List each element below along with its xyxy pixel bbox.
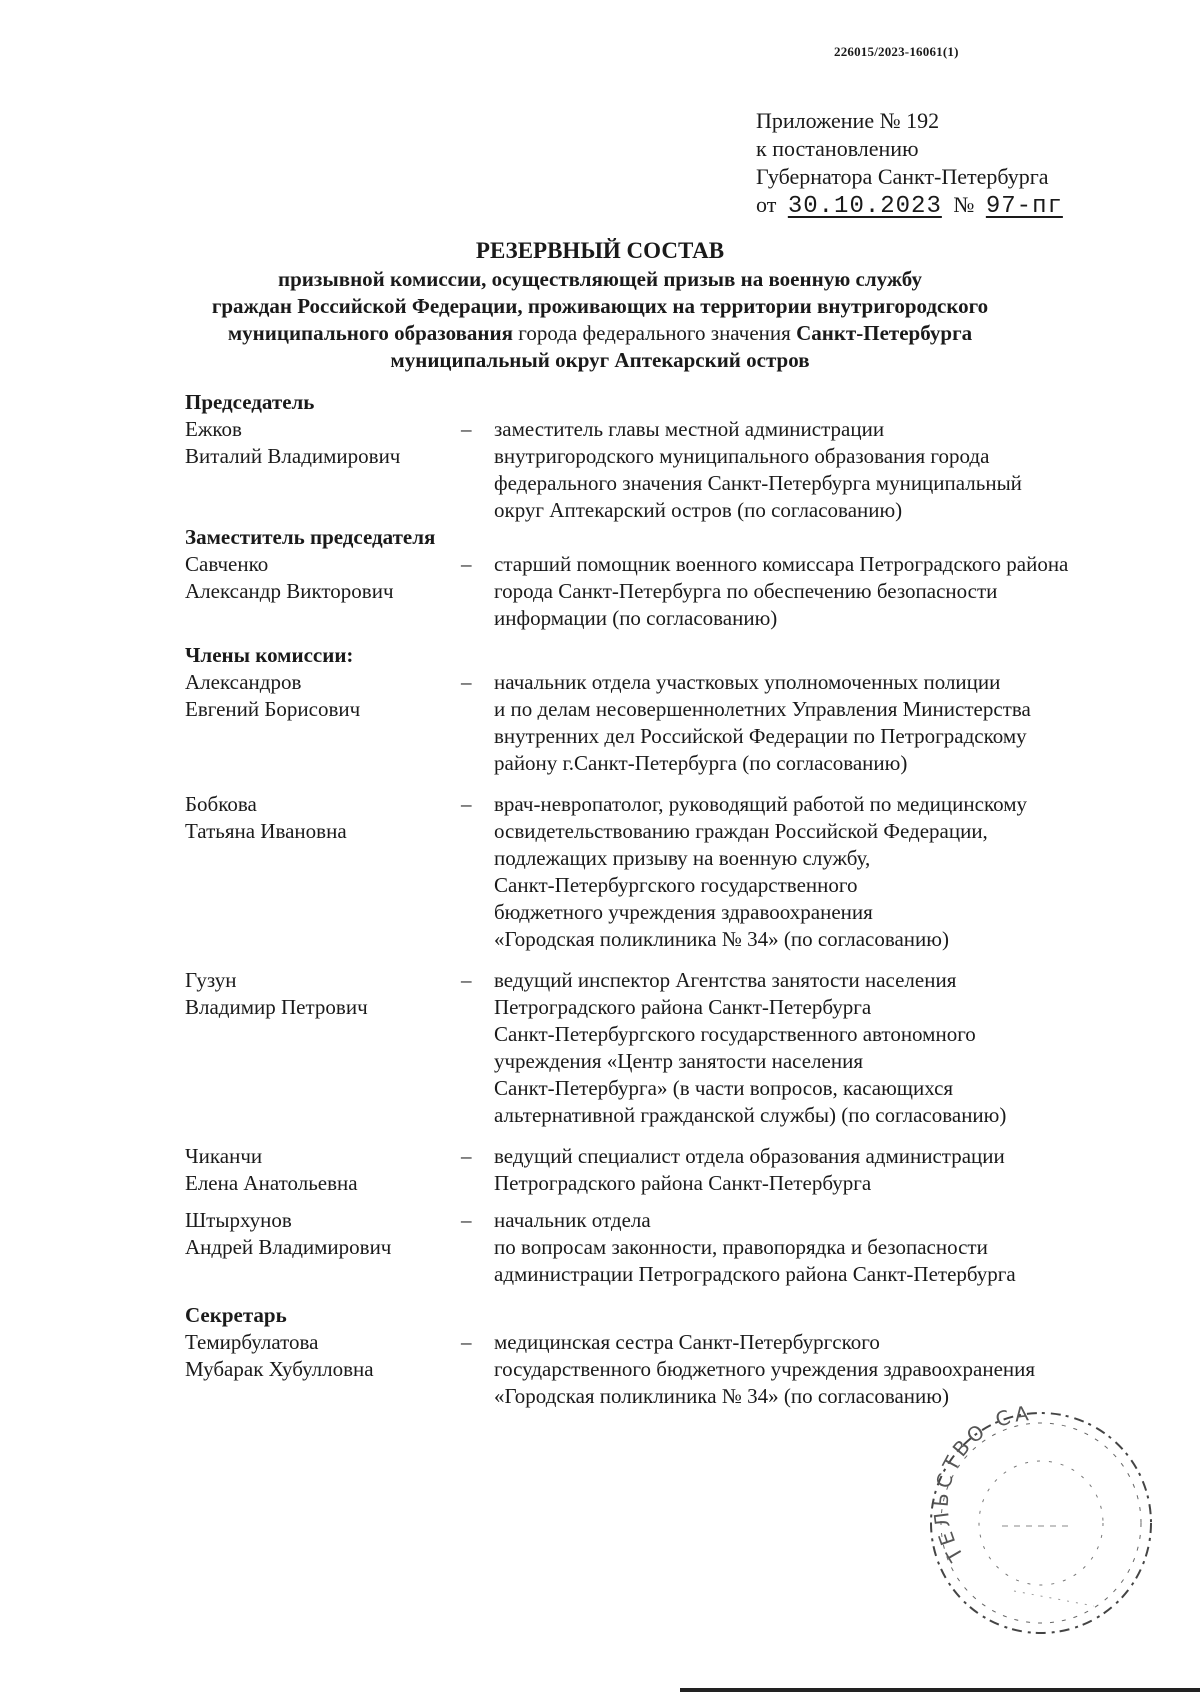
member-entry: [185, 967, 1185, 1129]
appendix-block: [756, 107, 1069, 221]
dash: –: [461, 417, 472, 441]
member-entry: [185, 669, 1185, 777]
dash: –: [461, 1208, 472, 1232]
document-title: [150, 236, 1050, 374]
member-surname: Ежков: [185, 417, 242, 441]
member-given-name: Евгений Борисович: [185, 697, 361, 721]
role-line: заместитель главы местной администрации: [494, 417, 885, 441]
section-secretary: Секретарь: [185, 1303, 287, 1327]
section-members: Члены комиссии:: [185, 643, 354, 667]
dash: –: [461, 792, 472, 816]
role-line: государственного бюджетного учреждения здравоохранения: [494, 1357, 1036, 1381]
role-line: начальник отдела участковых уполномоченных полиции: [494, 670, 1001, 694]
dash: –: [461, 670, 472, 694]
role-line: Петроградского района Санкт-Петербурга: [494, 1171, 872, 1195]
member-surname: Темирбулатова: [185, 1330, 319, 1354]
role-line: «Городская поликлиника № 34» (по согласованию): [494, 927, 949, 951]
dash: –: [461, 968, 472, 992]
role-line: федерального значения Санкт-Петербурга муниципальный: [494, 471, 1022, 495]
role-line: внутренних дел Российской Федерации по Петроградскому: [494, 724, 1027, 748]
role-line: врач-невропатолог, руководящий работой по медицинскому: [494, 792, 1027, 816]
official-seal-stamp: [924, 1406, 1158, 1640]
appendix-line: Приложение № 192: [756, 108, 940, 133]
appendix-date-line: [756, 191, 1069, 221]
role-line: Петроградского района Санкт-Петербурга: [494, 995, 872, 1019]
role-line: освидетельствованию граждан Российской Федерации,: [494, 819, 988, 843]
role-line: медицинская сестра Санкт-Петербургского: [494, 1330, 880, 1354]
title-fragment: города федерального значения: [518, 321, 791, 345]
dash: –: [461, 1330, 472, 1354]
role-line: внутригородского муниципального образования города: [494, 444, 990, 468]
section-deputy: Заместитель председателя: [185, 525, 436, 549]
role-line: учреждения «Центр занятости населения: [494, 1049, 864, 1073]
member-given-name: Виталий Владимирович: [185, 444, 401, 468]
role-line: информации (по согласованию): [494, 606, 778, 630]
role-line: по вопросам законности, правопорядка и безопасности: [494, 1235, 988, 1259]
member-given-name: Елена Анатольевна: [185, 1171, 358, 1195]
decree-date: 30.10.2023: [787, 193, 942, 220]
section-chairman: Председатель: [185, 390, 315, 414]
role-line: «Городская поликлиника № 34» (по согласованию): [494, 1384, 949, 1408]
title-main: РЕЗЕРВНЫЙ СОСТАВ: [475, 238, 725, 263]
dash: –: [461, 1144, 472, 1168]
title-line: муниципальный округ Аптекарский остров: [390, 348, 810, 372]
svg-text:ТЕЛЬСТВО СА: [929, 1406, 1034, 1567]
member-entry: [185, 1143, 1185, 1197]
member-entry: [185, 1207, 1185, 1288]
bottom-rule: [680, 1688, 1200, 1692]
role-line: Санкт-Петербургского государственного: [494, 873, 858, 897]
role-line: ведущий специалист отдела образования администрации: [494, 1144, 1005, 1168]
member-given-name: Мубарак Хубулловна: [185, 1357, 374, 1381]
member-surname: Чиканчи: [185, 1144, 263, 1168]
member-surname: Штырхунов: [185, 1208, 292, 1232]
role-line: бюджетного учреждения здравоохранения: [494, 900, 873, 924]
role-line: подлежащих призыву на военную службу,: [494, 846, 871, 870]
member-entry: [185, 551, 1185, 632]
from-label: от: [756, 192, 777, 217]
number-label: №: [953, 192, 975, 217]
role-line: округ Аптекарский остров (по согласованию): [494, 498, 903, 522]
member-entry: [185, 416, 1185, 524]
appendix-line: к постановлению: [756, 136, 919, 161]
member-given-name: Владимир Петрович: [185, 995, 368, 1019]
title-fragment: Санкт-Петербурга: [796, 321, 973, 345]
role-line: города Санкт-Петербурга по обеспечению безопасности: [494, 579, 998, 603]
title-line: граждан Российской Федерации, проживающих на территории внутригородского: [211, 294, 989, 318]
document-number: 226015/2023-16061(1): [834, 44, 959, 59]
role-line: ведущий инспектор Агентства занятости населения: [494, 968, 957, 992]
member-entry: [185, 1329, 1185, 1410]
member-surname: Бобкова: [185, 792, 257, 816]
decree-number: 97-пг: [985, 193, 1063, 220]
role-line: Санкт-Петербурга» (в части вопросов, касающихся: [494, 1076, 954, 1100]
member-surname: Александров: [185, 670, 302, 694]
commission-members: [185, 389, 1185, 1410]
title-fragment: муниципального образования: [227, 321, 513, 345]
role-line: району г.Санкт-Петербурга (по согласованию): [494, 751, 908, 775]
role-line: старший помощник военного комиссара Петроградского района: [494, 552, 1069, 576]
member-given-name: Андрей Владимирович: [185, 1235, 392, 1259]
role-line: альтернативной гражданской службы) (по согласованию): [494, 1103, 1007, 1127]
role-line: Санкт-Петербургского государственного автономного: [494, 1022, 976, 1046]
dash: –: [461, 552, 472, 576]
appendix-line: Губернатора Санкт-Петербурга: [756, 164, 1049, 189]
member-entry: [185, 791, 1185, 953]
member-given-name: Татьяна Ивановна: [185, 819, 347, 843]
member-given-name: Александр Викторович: [185, 579, 394, 603]
role-line: администрации Петроградского района Санкт-Петербурга: [494, 1262, 1016, 1286]
title-line: призывной комиссии, осуществляющей призыв на военную службу: [278, 267, 922, 291]
role-line: и по делам несовершеннолетних Управления Министерства: [494, 697, 1031, 721]
member-surname: Савченко: [185, 552, 269, 576]
role-line: начальник отдела: [494, 1208, 651, 1232]
seal-text: ТЕЛЬСТВО СА: [928, 1406, 1034, 1566]
member-surname: Гузун: [185, 968, 237, 992]
